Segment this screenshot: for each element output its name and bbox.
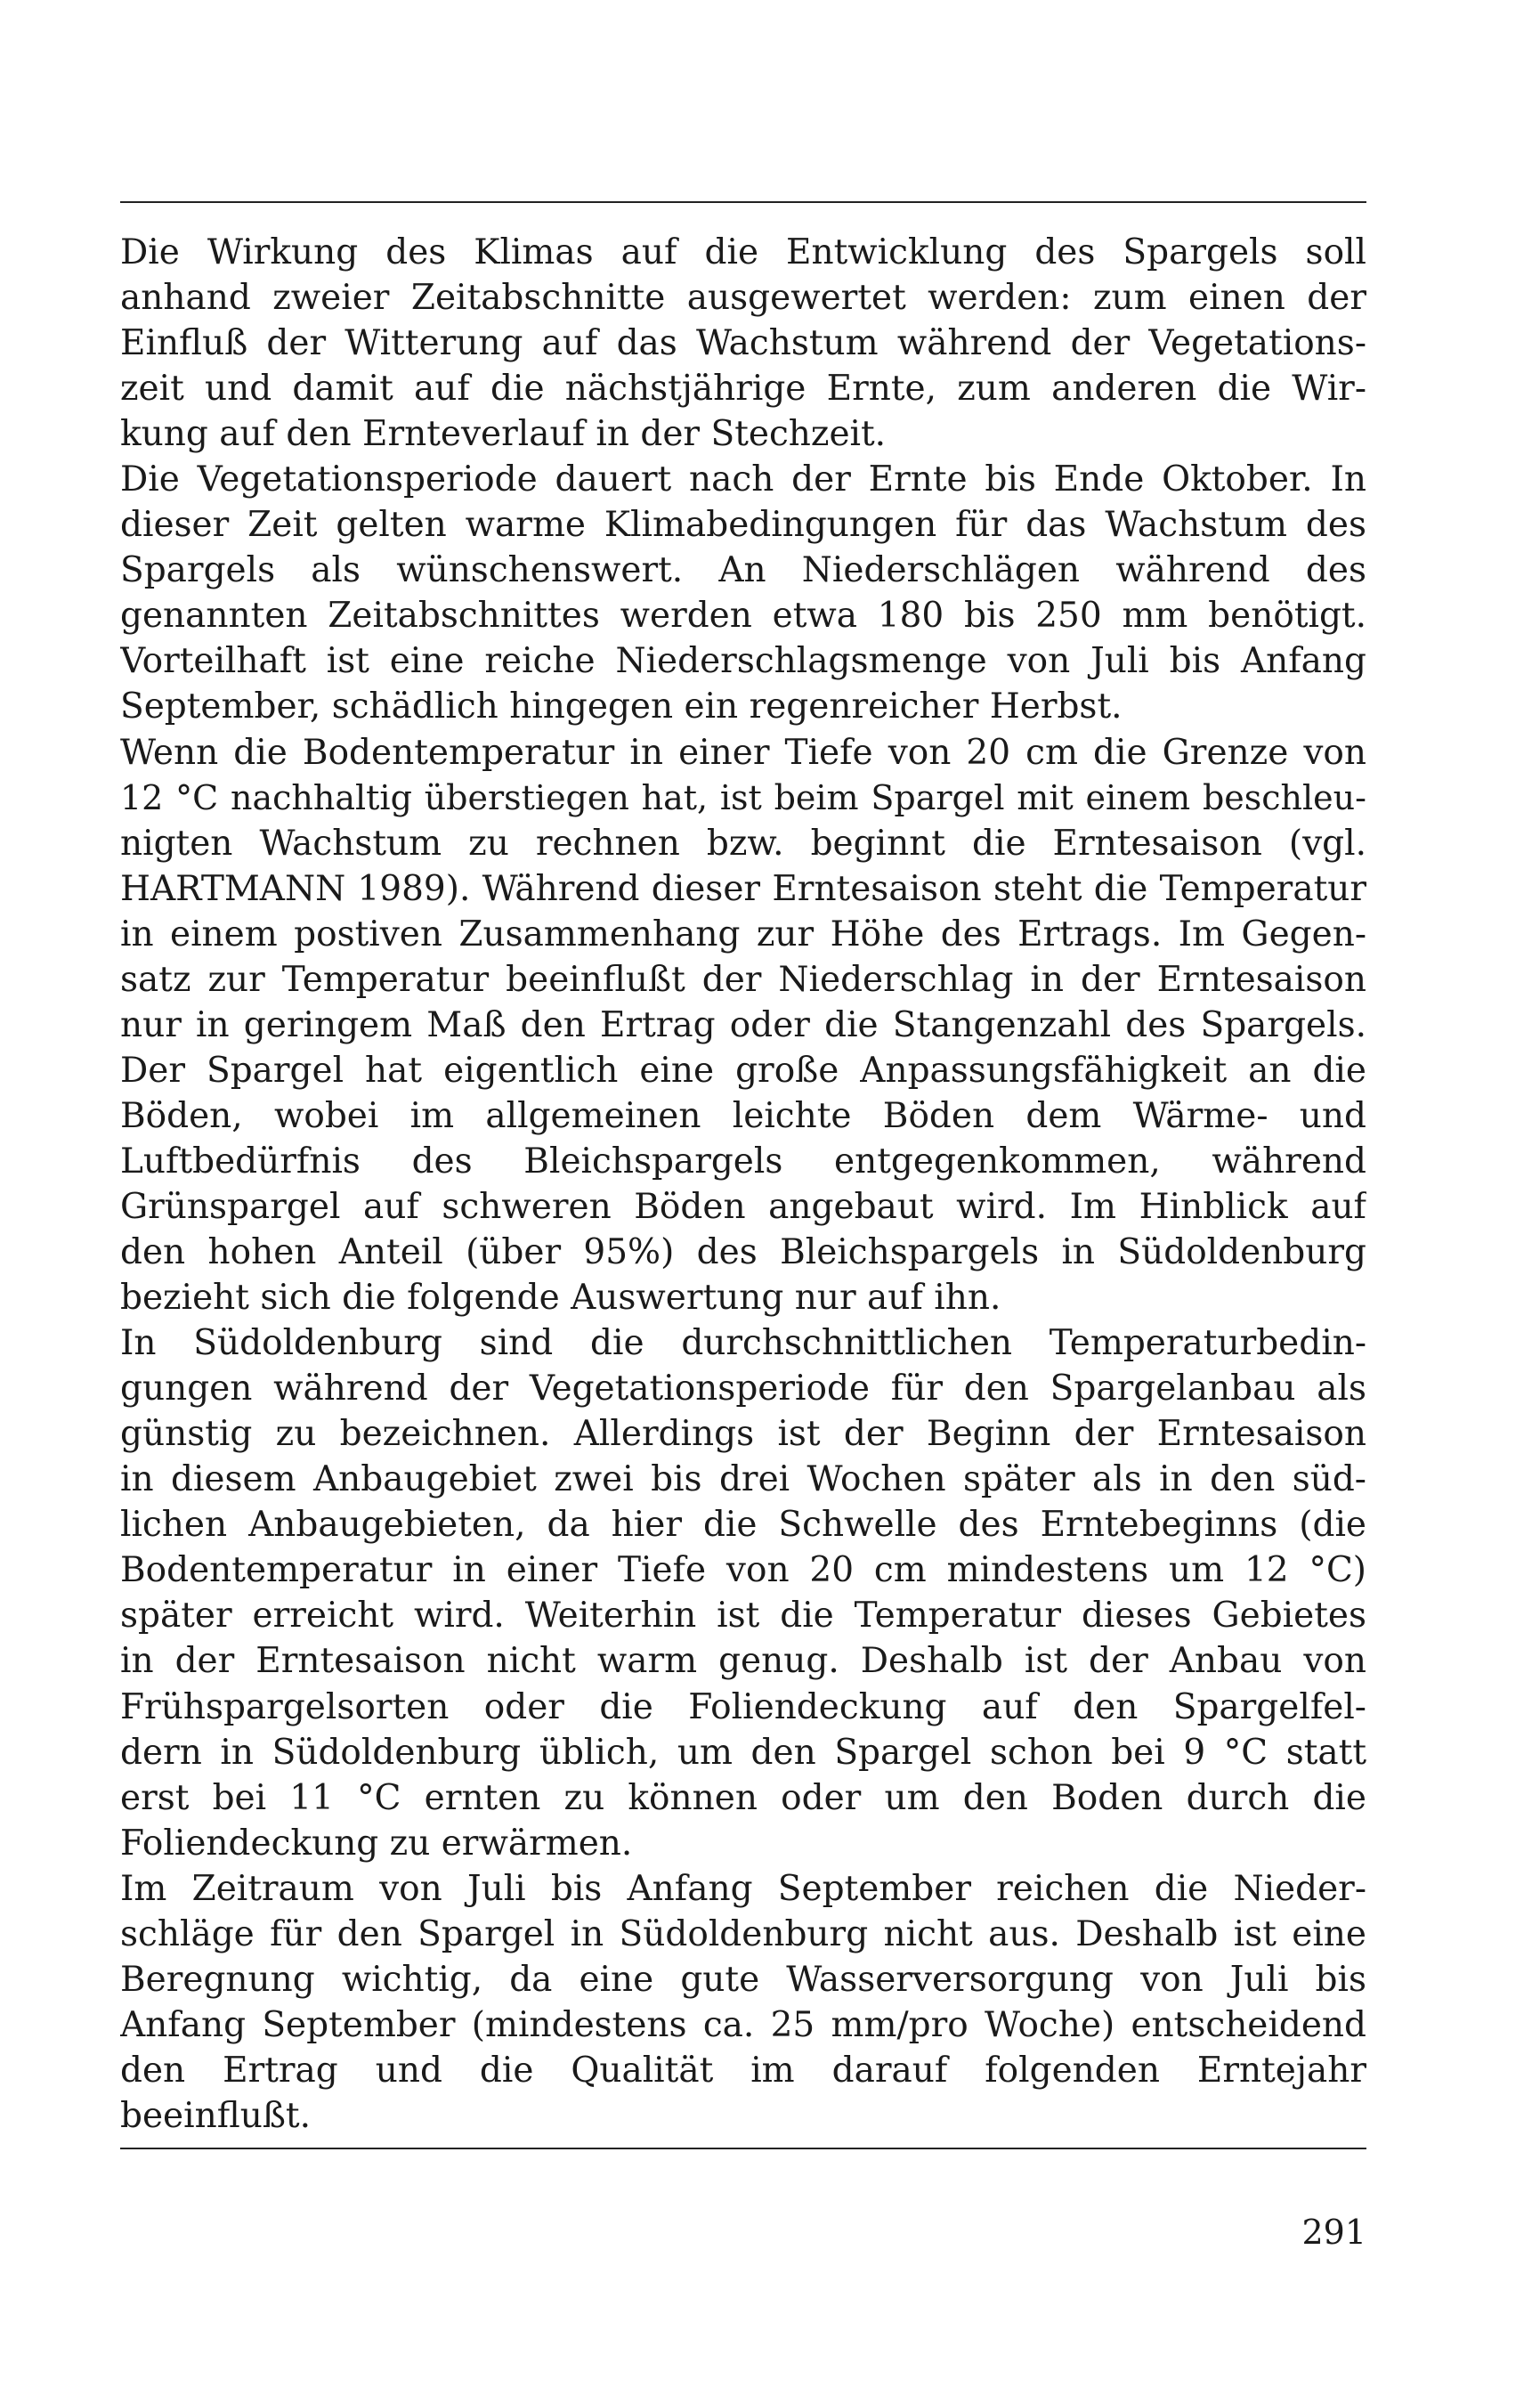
text-line: Luftbedürfnis des Bleichspargels entgegenkommen, während bbox=[120, 1141, 1366, 1182]
text-line: Frühspargelsorten oder die Foliendeckung auf den Spargelfel- bbox=[120, 1686, 1366, 1727]
text-line: Im Zeitraum von Juli bis Anfang September reichen die Nieder- bbox=[120, 1868, 1366, 1909]
text-line: beeinflußt. bbox=[120, 2095, 311, 2136]
text-line: in der Erntesaison nicht warm genug. Deshalb ist der Anbau von bbox=[120, 1641, 1366, 1682]
text-line: Die Wirkung des Klimas auf die Entwicklung des Spargels soll bbox=[120, 232, 1366, 272]
text-line: Die Vegetationsperiode dauert nach der Ernte bis Ende Oktober. In bbox=[120, 459, 1366, 500]
text-line: zeit und damit auf die nächstjährige Ernte, zum anderen die Wir- bbox=[120, 369, 1366, 410]
text-line: den Ertrag und die Qualität im darauf folgenden Erntejahr bbox=[120, 2050, 1366, 2091]
text-line: Beregnung wichtig, da eine gute Wasserversorgung von Juli bis bbox=[120, 1959, 1366, 2000]
text-line: nigten Wachstum zu rechnen bzw. beginnt die Erntesaison (vgl. bbox=[120, 823, 1366, 864]
bottom-rule bbox=[120, 2148, 1366, 2149]
text-line: Der Spargel hat eigentlich eine große Anpassungsfähigkeit an die bbox=[120, 1050, 1366, 1091]
text-line: den hohen Anteil (über 95%) des Bleichspargels in Südoldenburg bbox=[120, 1232, 1366, 1273]
text-line: Bodentemperatur in einer Tiefe von 20 cm mindestens um 12 °C) bbox=[120, 1550, 1366, 1591]
text-line: günstig zu bezeichnen. Allerdings ist der Beginn der Erntesaison bbox=[120, 1414, 1366, 1455]
text-line: HARTMANN 1989). Während dieser Erntesaison steht die Temperatur bbox=[120, 868, 1366, 909]
text-line: Spargels als wünschenswert. An Niederschlägen während des bbox=[120, 550, 1366, 591]
text-line: dieser Zeit gelten warme Klimabedingungen für das Wachstum des bbox=[120, 505, 1366, 546]
text-line: September, schädlich hingegen ein regenreicher Herbst. bbox=[120, 686, 1123, 727]
text-line: genannten Zeitabschnittes werden etwa 180 bis 250 mm benötigt. bbox=[120, 596, 1366, 637]
text-line: satz zur Temperatur beeinflußt der Niederschlag in der Erntesaison bbox=[120, 959, 1366, 1000]
text-line: in diesem Anbaugebiet zwei bis drei Wochen später als in den süd- bbox=[120, 1459, 1366, 1500]
text-line: nur in geringem Maß den Ertrag oder die Stangenzahl des Spargels. bbox=[120, 1004, 1366, 1045]
text-line: schläge für den Spargel in Südoldenburg nicht aus. Deshalb ist eine bbox=[120, 1913, 1366, 1954]
text-line: bezieht sich die folgende Auswertung nur auf ihn. bbox=[120, 1278, 1001, 1319]
text-line: gungen während der Vegetationsperiode für den Spargelanbau als bbox=[120, 1368, 1366, 1409]
page-number: 291 bbox=[1301, 2213, 1366, 2252]
text-line: 12 °C nachhaltig überstiegen hat, ist beim Spargel mit einem beschleu- bbox=[120, 777, 1366, 817]
text-line: Böden, wobei im allgemeinen leichte Böden dem Wärme- und bbox=[120, 1095, 1366, 1136]
text-line: Grünspargel auf schweren Böden angebaut wird. Im Hinblick auf bbox=[120, 1186, 1366, 1227]
top-rule bbox=[120, 201, 1366, 203]
text-line: Wenn die Bodentemperatur in einer Tiefe von 20 cm die Grenze von bbox=[120, 732, 1366, 773]
body-text bbox=[120, 230, 1366, 2139]
text-line: kung auf den Ernteverlauf in der Stechzeit. bbox=[120, 414, 887, 455]
text-line: Foliendeckung zu erwärmen. bbox=[120, 1823, 633, 1864]
text-line: In Südoldenburg sind die durchschnittlichen Temperaturbedin- bbox=[120, 1323, 1366, 1364]
text-line: dern in Südoldenburg üblich, um den Spargel schon bei 9 °C statt bbox=[120, 1732, 1366, 1773]
text-line: erst bei 11 °C ernten zu können oder um den Boden durch die bbox=[120, 1777, 1366, 1818]
text-line: lichen Anbaugebieten, da hier die Schwelle des Erntebeginns (die bbox=[120, 1505, 1366, 1546]
text-line: in einem postiven Zusammenhang zur Höhe des Ertrags. Im Gegen- bbox=[120, 914, 1366, 954]
text-line: Einfluß der Witterung auf das Wachstum während der Vegetations- bbox=[120, 323, 1366, 364]
text-line: Anfang September (mindestens ca. 25 mm/pro Woche) entscheidend bbox=[120, 2004, 1366, 2045]
text-line: Vorteilhaft ist eine reiche Niederschlagsmenge von Juli bis Anfang bbox=[120, 641, 1366, 682]
text-line: später erreicht wird. Weiterhin ist die Temperatur dieses Gebietes bbox=[120, 1596, 1366, 1637]
text-line: anhand zweier Zeitabschnitte ausgewertet werden: zum einen der bbox=[120, 278, 1366, 319]
